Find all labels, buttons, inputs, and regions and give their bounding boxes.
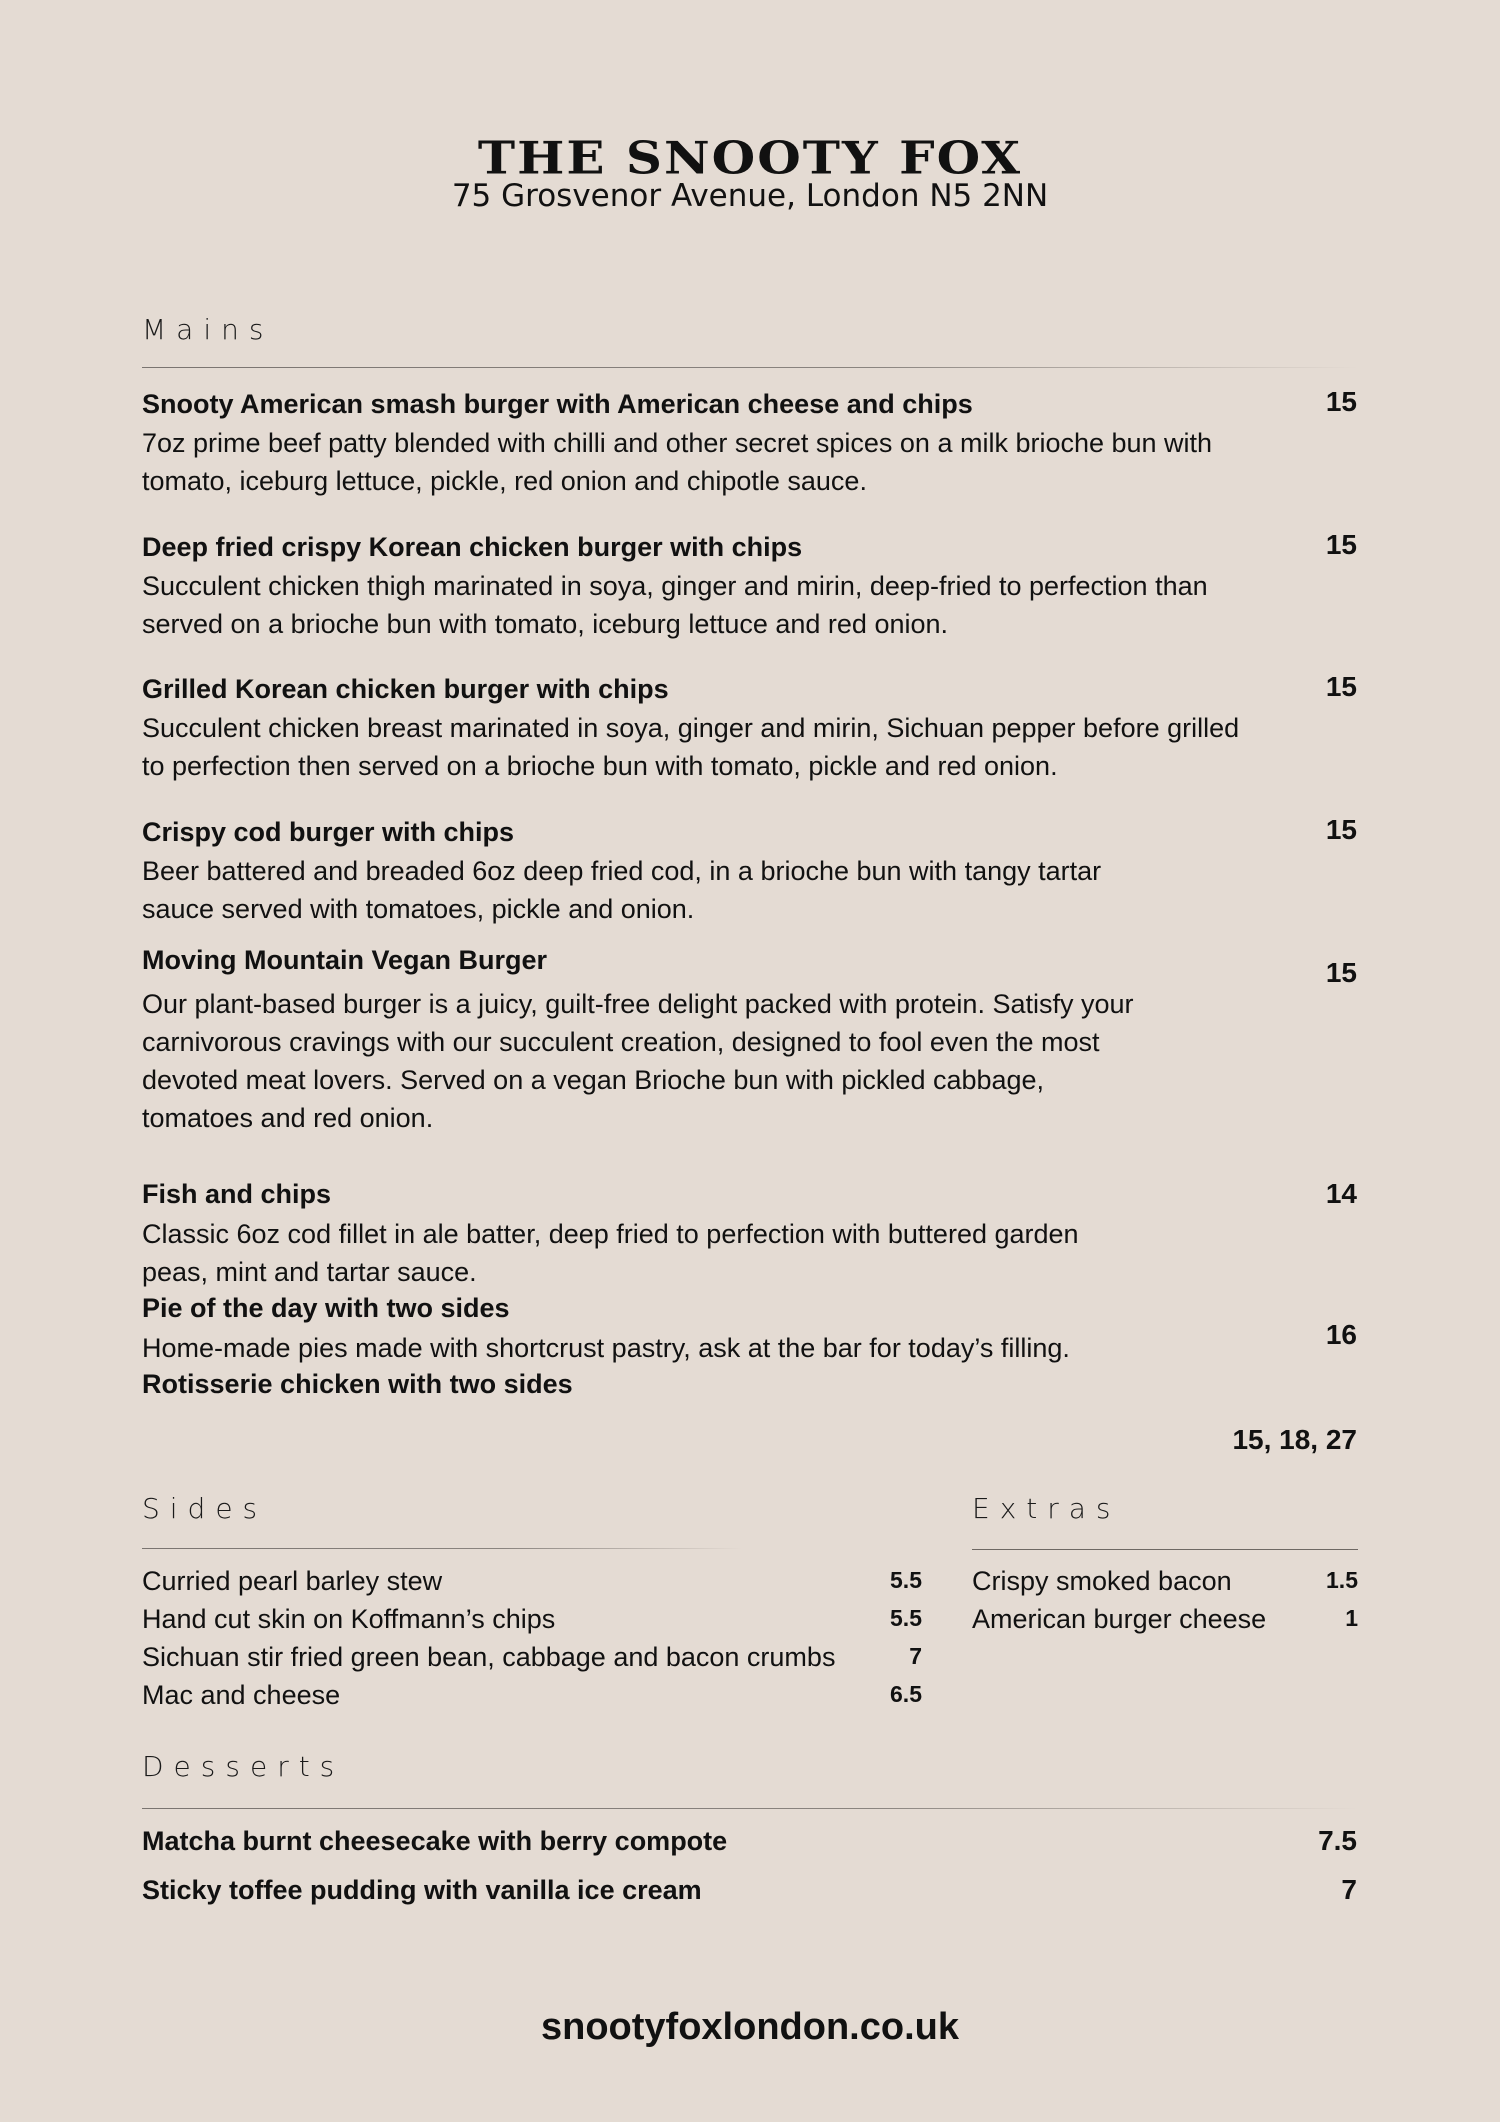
main-item-price: 15 — [1325, 671, 1357, 702]
extra-item-price: 1.5 — [1326, 1567, 1358, 1593]
main-item-description: Beer battered and breaded 6oz deep fried cod, in a brioche bun with tangy tartar sauce served with tomatoes, pickle and onion. — [142, 856, 1102, 924]
main-item-name: Snooty American smash burger with American cheese and chips — [142, 389, 973, 419]
extra-item-price: 1 — [1345, 1605, 1358, 1631]
website-link[interactable]: snootyfoxlondon.co.uk — [541, 2006, 959, 2048]
main-item-price: 15 — [1325, 529, 1357, 560]
main-item-price: 15 — [1325, 386, 1357, 417]
main-item-price: 16 — [1325, 1319, 1357, 1350]
dessert-item-name: Sticky toffee pudding with vanilla ice cream — [142, 1875, 702, 1905]
section-title-desserts: Desserts — [142, 1750, 345, 1783]
main-item-name: Fish and chips — [142, 1179, 332, 1209]
sides-divider — [142, 1548, 742, 1549]
section-title-extras: Extras — [972, 1492, 1121, 1525]
side-item-price: 5.5 — [890, 1605, 922, 1631]
main-item-description: Succulent chicken breast marinated in soya, ginger and mirin, Sichuan pepper before grilled to perfection then served on a brioche bun with tomato, pickle and red onion. — [142, 713, 1240, 781]
main-item-description: 7oz prime beef patty blended with chilli and other secret spices on a milk brioche bun with tomato, iceburg lettuce, pickle, red onion and chipotle sauce. — [142, 428, 1213, 496]
main-item-name: Pie of the day with two sides — [142, 1293, 510, 1323]
restaurant-address: 75 Grosvenor Avenue, London N5 2NN — [451, 178, 1049, 214]
main-item-description: Succulent chicken thigh marinated in soya, ginger and mirin, deep-fried to perfection than served on a brioche bun with tomato, iceburg lettuce and red onion. — [142, 571, 1208, 639]
side-item-name: Hand cut skin on Koffmann’s chips — [142, 1604, 556, 1634]
main-item-price: 14 — [1325, 1178, 1357, 1209]
main-item-name: Rotisserie chicken with two sides — [142, 1369, 573, 1399]
desserts-divider — [142, 1808, 1358, 1809]
side-item-name: Mac and cheese — [142, 1680, 341, 1710]
section-title-mains: Mains — [142, 313, 274, 346]
dessert-item-price: 7 — [1341, 1874, 1357, 1905]
main-item-price: 15 — [1325, 957, 1357, 988]
dessert-item-price: 7.5 — [1318, 1825, 1357, 1856]
extras-divider — [972, 1549, 1358, 1550]
side-item-price: 6.5 — [890, 1681, 922, 1707]
main-item-description: Classic 6oz cod fillet in ale batter, deep fried to perfection with buttered garden peas, mint and tartar sauce. — [142, 1219, 1079, 1287]
restaurant-name: THE SNOOTY FOX — [477, 131, 1023, 185]
main-item-name: Crispy cod burger with chips — [142, 817, 515, 847]
side-item-price: 5.5 — [890, 1567, 922, 1593]
side-item-name: Sichuan stir fried green bean, cabbage and bacon crumbs — [142, 1642, 836, 1672]
mains-divider — [142, 367, 1358, 368]
main-item-description: Home-made pies made with shortcrust pastry, ask at the bar for today’s filling. — [142, 1333, 1070, 1363]
main-item-description: Our plant-based burger is a juicy, guilt-free delight packed with protein. Satisfy your carnivorous cravings with our succulent creation, designed to fool even the most devoted meat lovers. Served on a vegan Brioche bun with pickled cabbage, tomatoes and red onion. — [142, 989, 1134, 1133]
dessert-item-name: Matcha burnt cheesecake with berry compote — [142, 1826, 728, 1856]
main-item-name: Grilled Korean chicken burger with chips — [142, 674, 669, 704]
extra-item-name: American burger cheese — [972, 1604, 1267, 1634]
section-title-sides: Sides — [142, 1492, 268, 1525]
side-item-name: Curried pearl barley stew — [142, 1566, 443, 1596]
main-item-name: Deep fried crispy Korean chicken burger with chips — [142, 532, 803, 562]
main-item-price: 15, 18, 27 — [1232, 1424, 1357, 1455]
main-item-price: 15 — [1325, 814, 1357, 845]
main-item-name: Moving Mountain Vegan Burger — [142, 945, 548, 975]
extra-item-name: Crispy smoked bacon — [972, 1566, 1232, 1596]
side-item-price: 7 — [909, 1643, 922, 1669]
